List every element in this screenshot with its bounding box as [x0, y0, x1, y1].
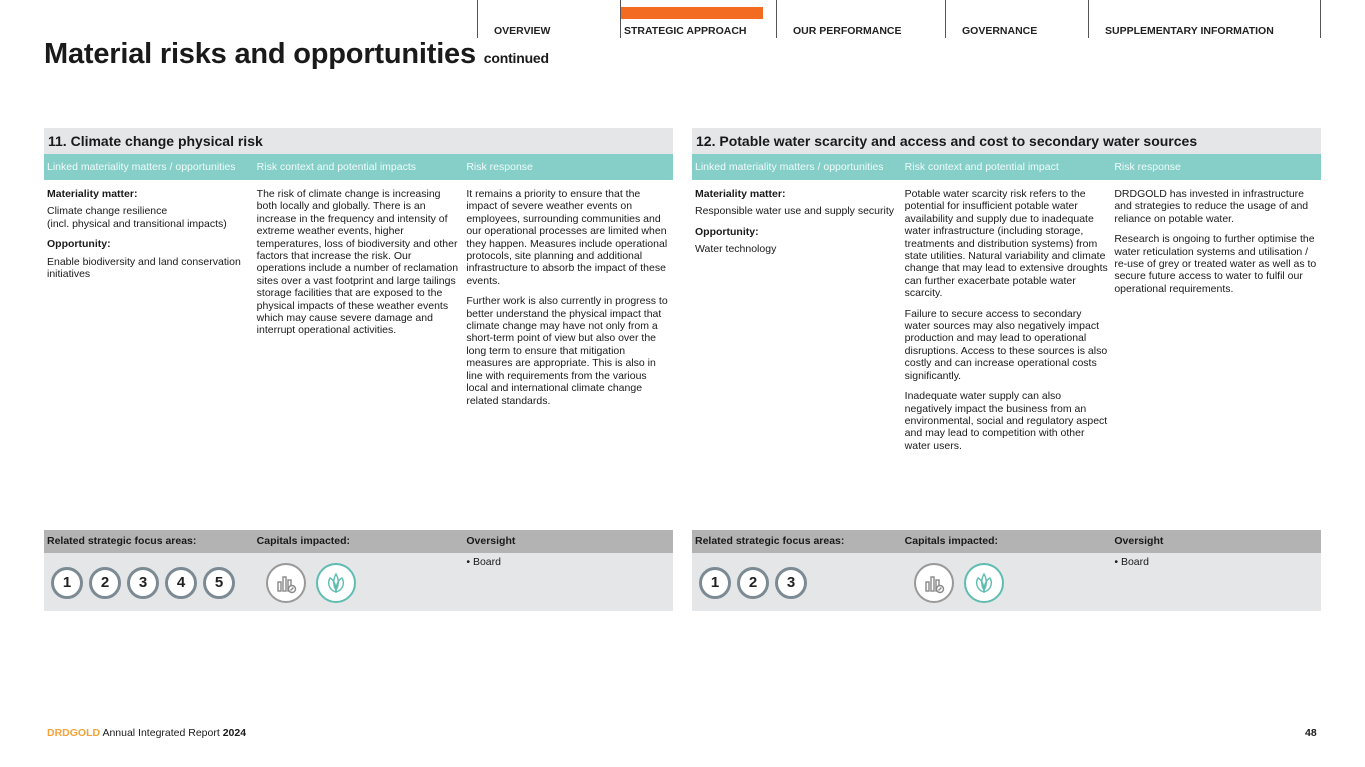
- nav-end-divider: [1320, 0, 1321, 38]
- capitals-icons: [254, 553, 464, 603]
- col-header-context: Risk context and potential impacts: [256, 161, 417, 173]
- risk-footer-water: [692, 530, 1321, 611]
- response-paragraph: Further work is also currently in progress to better understand the physical impact that climate change may have not only from a short-term point of view but also over the long term to ensure that mitigation measures are appropriate. This is also in line with requirements from the various local and international climate change related standards.: [466, 295, 668, 407]
- materiality-label: Materiality matter:: [695, 188, 786, 200]
- oversight-item: • Board: [1114, 556, 1321, 568]
- focus-area-badges: [44, 553, 254, 603]
- natural-capital-icon: [964, 563, 1004, 603]
- risk-context-column: [254, 188, 464, 415]
- focus-area-badge: 3: [775, 567, 807, 599]
- risk-context-column: [902, 188, 1112, 460]
- footer-header-focus: Related strategic focus areas:: [47, 535, 197, 547]
- linked-matters-column: [692, 188, 902, 460]
- nav-tab-supplementary-information[interactable]: SUPPLEMENTARY INFORMATION: [1088, 0, 1310, 38]
- context-paragraph: Potable water scarcity risk refers to the potential for insufficient potable water availability and supply due to inadequate water infrastructure (including storage, treatments and distribution systems) from state utilities. Natural variability and climate change that may lead to extensive droughts can further exacerbate potable water scarcity.: [904, 188, 1108, 300]
- col-header-linked: Linked materiality matters / opportunities: [47, 161, 236, 173]
- focus-area-badges: [692, 553, 902, 603]
- risk-response-column: [1111, 188, 1321, 460]
- nav-tab-our-performance[interactable]: OUR PERFORMANCE: [776, 0, 945, 38]
- materiality-value-note: (incl. physical and transitional impacts): [47, 217, 227, 230]
- context-paragraph: The risk of climate change is increasing both locally and globally. There is an increase in the frequency and intensity of extreme weather events, higher temperatures, loss of biodiversity and other factors that increase the risk. Our operations include a number of reclamation sites over a vast footprint and large tailings storage facilities that are exposed to the physical impacts of these weather events which may cause severe damage and interrupt operational activities.: [256, 188, 459, 337]
- focus-area-badge: 3: [127, 567, 159, 599]
- brand-name: DRDGOLD: [47, 727, 101, 739]
- footer-header-focus: Related strategic focus areas:: [695, 535, 845, 547]
- response-paragraph: DRDGOLD has invested in infrastructure and strategies to reduce the usage of and reliance on potable water.: [1114, 188, 1309, 225]
- report-year: 2024: [222, 727, 247, 739]
- opportunity-value: Water technology: [695, 243, 777, 256]
- col-header-response: Risk response: [466, 161, 533, 173]
- footer-header-capitals: Capitals impacted:: [256, 535, 351, 547]
- opportunity-label: Opportunity:: [695, 225, 759, 238]
- opportunity-value: Enable biodiversity and land conservation initiatives: [47, 255, 241, 281]
- risk-response-column: [463, 188, 673, 415]
- focus-area-badge: 5: [203, 567, 235, 599]
- focus-area-badge: 2: [737, 567, 769, 599]
- top-nav: [477, 0, 1310, 38]
- focus-area-badge: 4: [165, 567, 197, 599]
- capitals-icons: [902, 553, 1112, 603]
- response-paragraph: Research is ongoing to further optimise the water reticulation systems and utilisation / re-use of grey or treated water as well as to secure future access to water to fulfil our operational requirements.: [1114, 233, 1317, 295]
- page-title: Material risks and opportunities continued: [44, 38, 549, 70]
- nav-tab-overview[interactable]: OVERVIEW: [477, 0, 620, 38]
- linked-matters-column: [44, 188, 254, 415]
- focus-area-badge: 1: [699, 567, 731, 599]
- col-header-linked: Linked materiality matters / opportunities: [695, 161, 884, 173]
- focus-area-badge: 1: [51, 567, 83, 599]
- financial-capital-icon: [914, 563, 954, 603]
- risk-heading: 11. Climate change physical risk: [44, 128, 673, 154]
- footer-header-oversight: Oversight: [1114, 535, 1164, 547]
- context-paragraph: Inadequate water supply can also negatively impact the business from an environmental, social and regulatory aspect and may lead to competition with other water users.: [904, 390, 1108, 452]
- col-header-response: Risk response: [1114, 161, 1181, 173]
- response-paragraph: It remains a priority to ensure that the impact of severe weather events on employees, surrounding communities and our operational processes are limited when they happen. Measures include operational protocols, site planning and additional infrastructure to absorb the impact of these events.: [466, 188, 668, 287]
- oversight-list: [1111, 553, 1321, 568]
- risk-footer-climate: [44, 530, 673, 611]
- col-header-context: Risk context and potential impact: [904, 161, 1059, 173]
- oversight-item: • Board: [466, 556, 673, 568]
- report-name: Annual Integrated Report: [102, 727, 220, 739]
- column-headers: [44, 154, 673, 180]
- footer-header-capitals: Capitals impacted:: [904, 535, 999, 547]
- page-number: 48: [1305, 727, 1317, 739]
- materiality-label: Materiality matter:: [47, 188, 138, 200]
- materiality-value: Climate change resilience: [47, 205, 168, 218]
- risk-heading: 12. Potable water scarcity and access and cost to secondary water sources: [692, 128, 1321, 154]
- nav-active-indicator: [621, 7, 763, 19]
- focus-area-badge: 2: [89, 567, 121, 599]
- opportunity-label: Opportunity:: [47, 238, 111, 251]
- nav-tab-strategic-approach[interactable]: STRATEGIC APPROACH: [620, 0, 776, 38]
- risk-panel-climate: [44, 128, 673, 415]
- report-footer: [47, 727, 246, 739]
- column-headers: [692, 154, 1321, 180]
- materiality-value: Responsible water use and supply security: [695, 205, 895, 218]
- nav-tab-governance[interactable]: GOVERNANCE: [945, 0, 1088, 38]
- financial-capital-icon: [266, 563, 306, 603]
- oversight-list: [463, 553, 673, 568]
- page-subtitle: continued: [483, 50, 549, 66]
- context-paragraph: Failure to secure access to secondary water sources may also negatively impact production and may lead to operational disruptions. Access to these sources is also costly and can increase operational costs significantly.: [904, 307, 1108, 382]
- natural-capital-icon: [316, 563, 356, 603]
- risk-panel-water: [692, 128, 1321, 460]
- footer-header-oversight: Oversight: [466, 535, 516, 547]
